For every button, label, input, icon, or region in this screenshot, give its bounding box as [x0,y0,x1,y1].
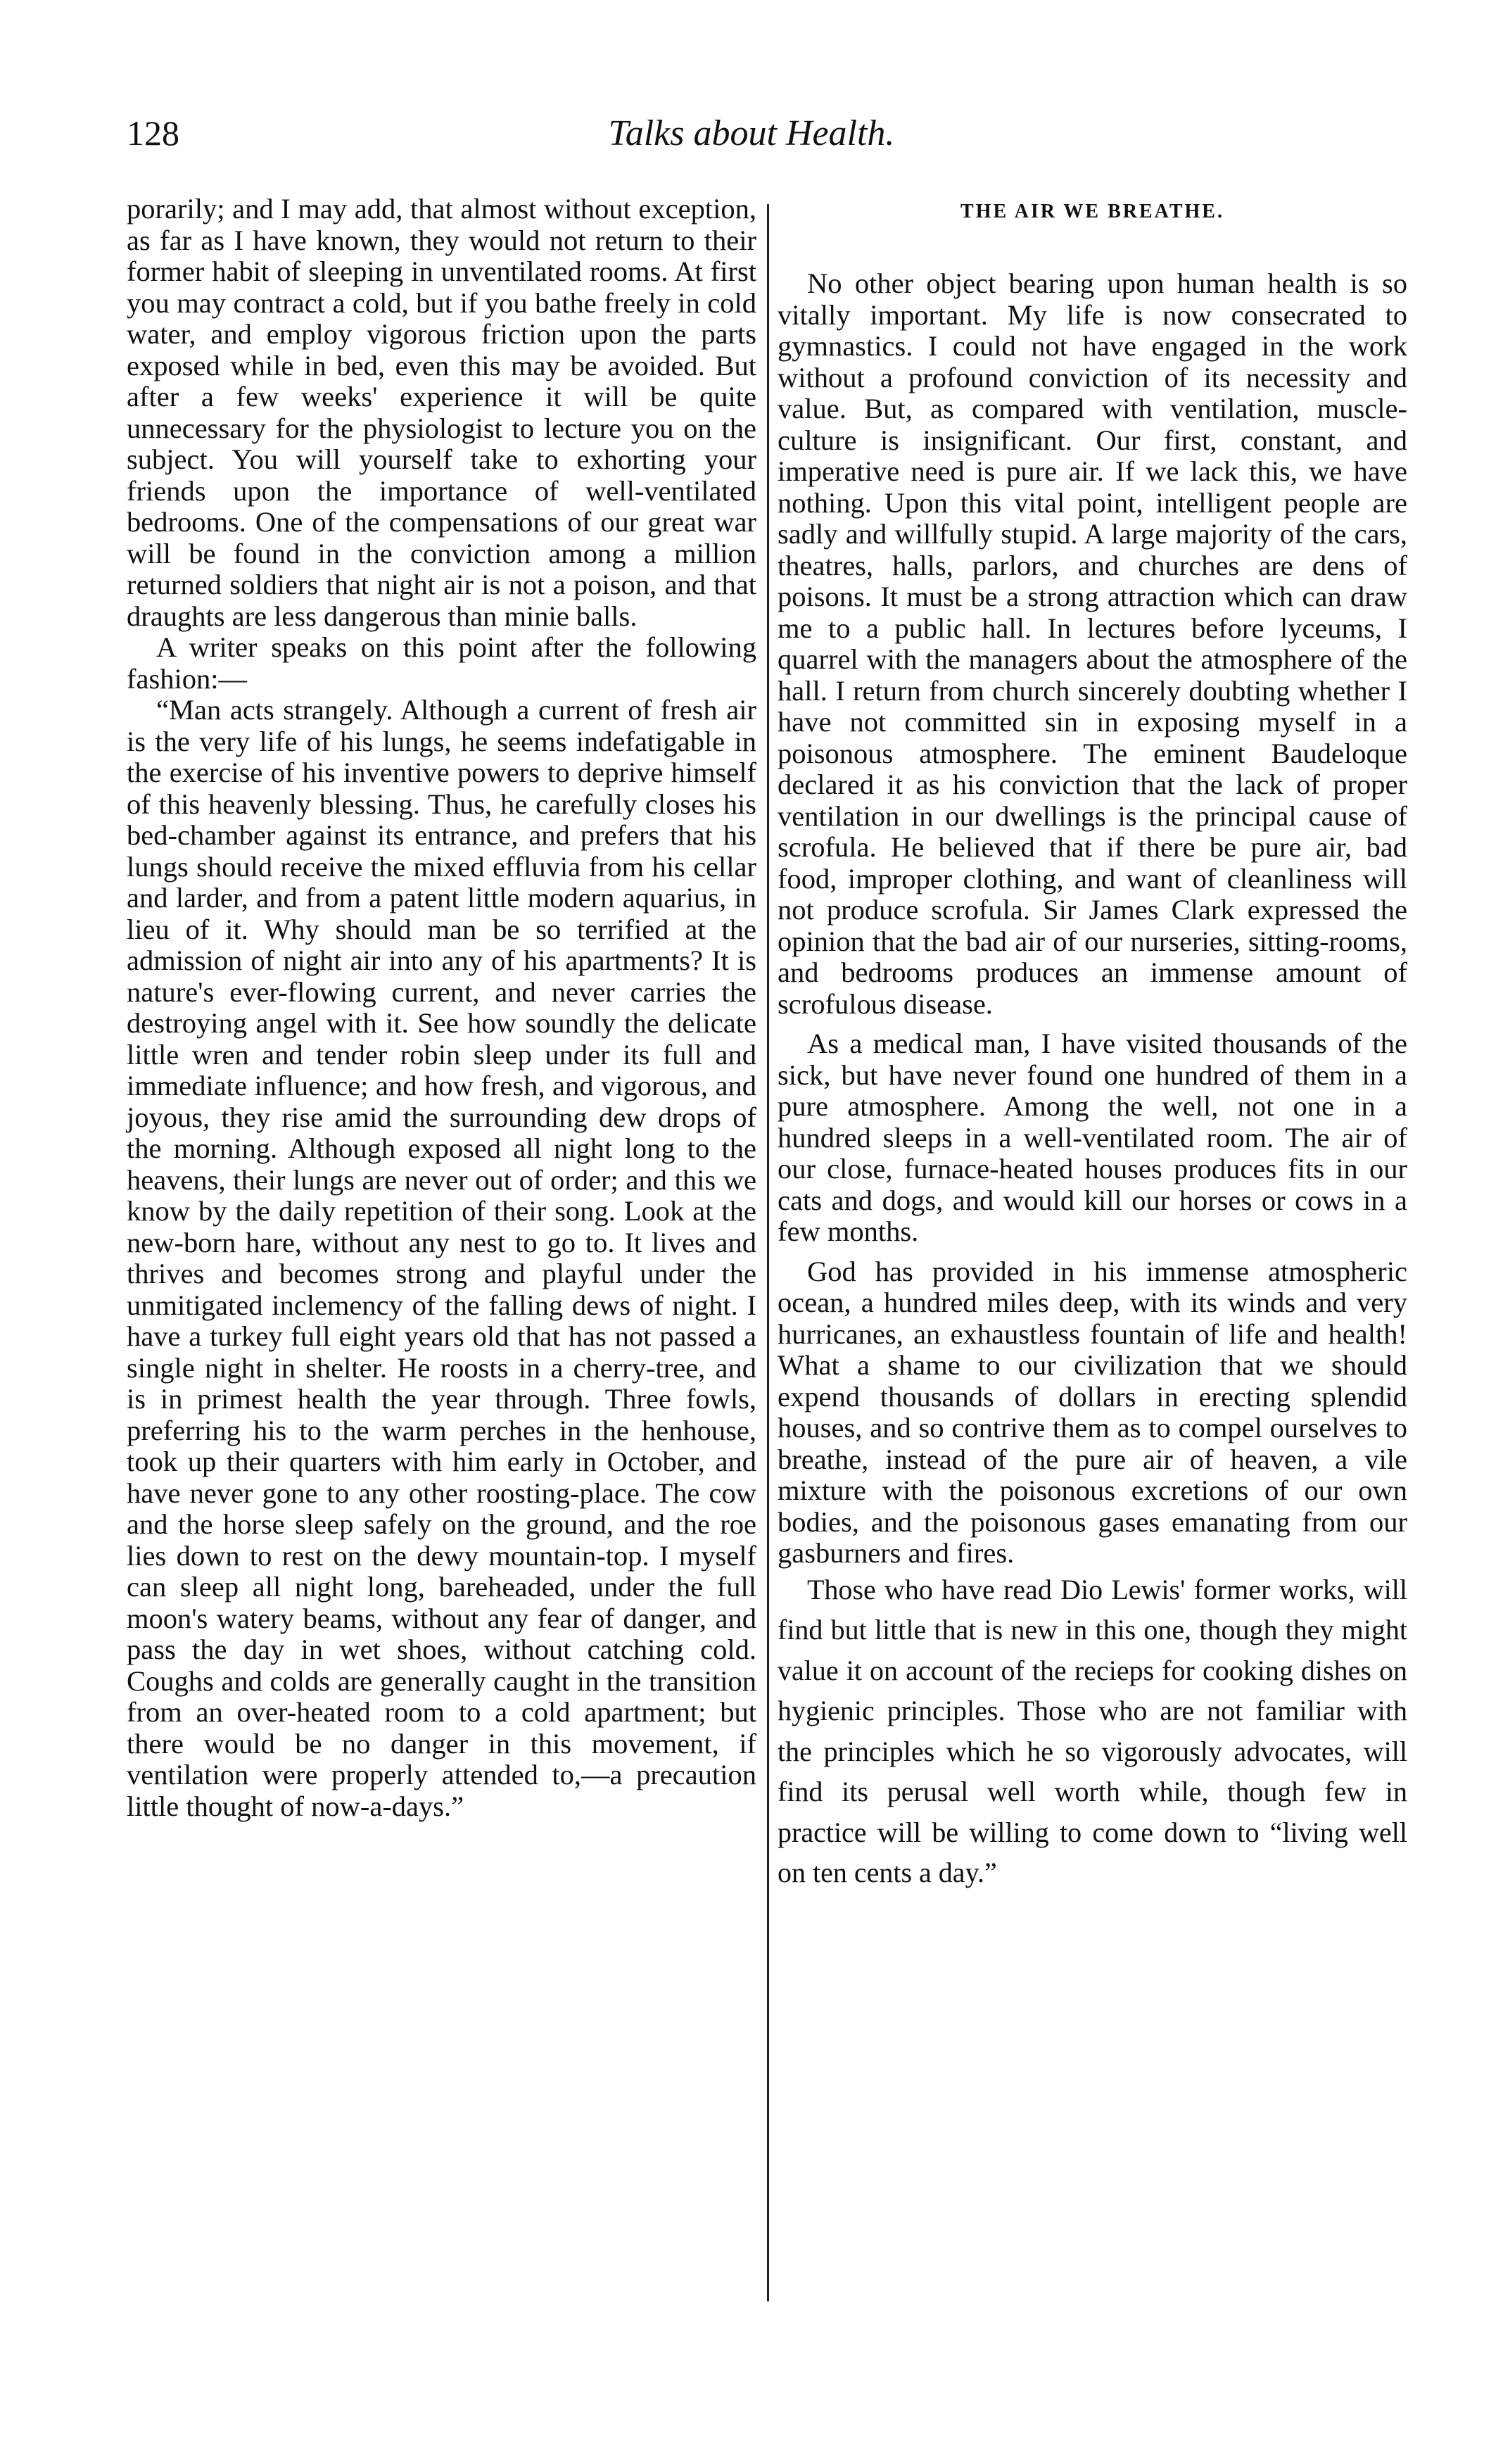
paragraph-gap [778,1248,1407,1256]
right-paragraph-2: As a medical man, I have visited thousands of the sick, but have never found one hundred of them in a pure atmosphere. Among the well, not one in a hundred sleeps in a well-ventilated room. The air of our close, furnace-heated houses produces fits in our cats and dogs, and would kill our horses or cows in a few months. [778,1028,1407,1247]
column-divider [767,204,769,2301]
right-paragraph-1: No other object bearing upon human health is so vitally important. My life is now consecrated to gymnastics. I could not have engaged in the work without a profound conviction of its necessity and value. But, as compared with ventilation, muscle-culture is insignificant. Our first, constant, and imperative need is pure air. If we lack this, we have nothing. Upon this vital point, intelligent people are sadly and willfully stupid. A large majority of the cars, theatres, halls, parlors, and churches are dens of poisons. It must be a strong attraction which can draw me to a public hall. In lectures before lyceums, I quarrel with the managers about the atmosphere of the hall. I return from church sincerely doubting whether I have not committed sin in exposing myself in a poisonous atmosphere. The eminent Baudeloque declared it as his conviction that the lack of proper ventilation in our dwellings is the principal cause of scrofula. He believed that if there be pure air, bad food, improper clothing, and want of cleanliness will not produce scrofula. Sir James Clark expressed the opinion that the bad air of our nurseries, sitting-rooms, and bedrooms produces an immense amount of scrofulous disease. [778,267,1407,1020]
left-paragraph-1: porarily; and I may add, that almost without exception, as far as I have known, they would not return to their former habit of sleeping in unventilated rooms. At first you may contract a cold, but if you bathe freely in cold water, and employ vigorous friction upon the parts exposed while in bed, even this may be avoided. But after a few weeks' experience it will be quite unnecessary for the physiologist to lecture you on the subject. You will yourself take to exhorting your friends upon the importance of well-ventilated bedrooms. One of the compensations of our great war will be found in the conviction among a million returned soldiers that night air is not a poison, and that draughts are less dangerous than minie balls. [127,193,756,632]
quoted-passage: “Man acts strangely. Although a current of fresh air is the very life of his lungs, he seems indefatigable in the exercise of his inventive powers to deprive himself of this heavenly blessing. Thus, he carefully closes his bed-chamber against its entrance, and prefers that his lungs should receive the mixed effluvia from his cellar and larder, and from a patent little modern aquarius, in lieu of it. Why should man be so terrified at the admission of night air into any of his apartments? It is nature's ever-flowing current, and never carries the destroying angel with it. See how soundly the delicate little wren and tender robin sleep under its full and immediate influence; and how fresh, and vigorous, and joyous, they rise amid the surrounding dew drops of the morning. Although exposed all night long to the heavens, their lungs are never out of order; and this we know by the daily repetition of their song. Look at the new-born hare, without any nest to go to. It lives and thrives and becomes strong and playful under the unmitigated inclemency of the falling dews of night. I have a turkey full eight years old that has not passed a single night in shelter. He roosts in a cherry-tree, and is in primest health the year through. Three fowls, preferring his to the warm perches in the henhouse, took up their quarters with him early in October, and have never gone to any other roosting-place. The cow and the horse sleep safely on the ground, and the roe lies down to rest on the dewy mountain-top. I myself can sleep all night long, bareheaded, under the full moon's watery beams, without any fear of danger, and pass the day in wet shoes, without catching cold. Coughs and colds are generally caught in the transition from an over-heated room to a cold apartment; but there would be no danger in this movement, if ventilation were properly attended to,—a precaution little thought of now-a-days.” [127,694,756,1822]
page-number: 128 [127,113,179,153]
left-column [127,194,756,1822]
page-header [127,113,1376,169]
right-column [778,194,1407,1893]
left-paragraph-2: A writer speaks on this point after the following fashion:— [127,631,756,695]
running-head: Talks about Health. [608,113,895,153]
right-paragraph-3: God has provided in his immense atmospheric ocean, a hundred miles deep, with its winds and very hurricanes, an exhaustless fountain of life and health! What a shame to our civilization that we should expend thousands of dollars in erecting splendid houses, and so contrive them as to compel ourselves to breathe, instead of the pure air of heaven, a vile mixture with the poisonous excretions of our own bodies, and the poisonous gases emanating from our gasburners and fires. [778,1255,1407,1569]
section-heading: THE AIR WE BREATHE. [960,201,1224,222]
review-note: Those who have read Dio Lewis' former works, will find but little that is new in this one, though they might value it on account of the recieps for cooking dishes on hygienic principles. Those who are not familiar with the principles which he so vigorously advocates, will find its perusal well worth while, though few in practice will be willing to come down to “living well on ten cents a day.” [778,1573,1407,1888]
